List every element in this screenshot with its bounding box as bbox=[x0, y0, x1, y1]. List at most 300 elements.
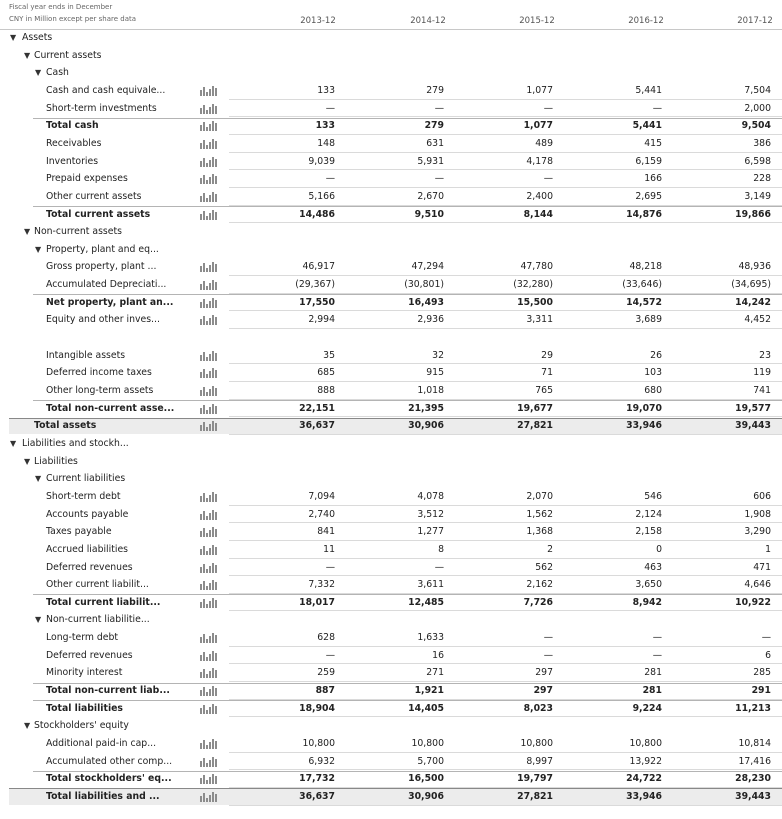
value-cell: 887 bbox=[315, 685, 335, 697]
value-cell: 386 bbox=[753, 137, 771, 149]
value-cell: 1,077 bbox=[526, 84, 553, 96]
value-cell: 2 bbox=[547, 543, 553, 555]
sparkline-icon[interactable] bbox=[200, 544, 218, 555]
total-divider bbox=[9, 418, 782, 419]
value-cell: 36,637 bbox=[299, 790, 335, 802]
value-cell: 14,486 bbox=[299, 208, 335, 220]
value-cell: 2,936 bbox=[417, 314, 444, 326]
value-cell: (32,280) bbox=[513, 279, 553, 291]
value-cell: 16,500 bbox=[408, 773, 444, 785]
row-rule bbox=[229, 752, 782, 753]
row-rule bbox=[229, 187, 782, 188]
sparkline-icon[interactable] bbox=[200, 385, 218, 396]
value-cell: 888 bbox=[317, 385, 335, 396]
sparkline-icon[interactable] bbox=[200, 314, 218, 325]
total-divider bbox=[33, 118, 782, 119]
value-cell: 1,562 bbox=[526, 508, 553, 520]
value-cell: 10,922 bbox=[735, 596, 771, 608]
value-cell: 2,162 bbox=[526, 579, 553, 591]
row-rule bbox=[229, 522, 782, 523]
total-divider bbox=[33, 400, 782, 401]
value-cell: 1,277 bbox=[417, 526, 444, 538]
sparkline-icon[interactable] bbox=[200, 85, 218, 96]
table-row bbox=[0, 276, 782, 293]
sparkline-icon[interactable] bbox=[200, 367, 218, 378]
value-cell: 9,039 bbox=[308, 155, 335, 167]
value-cell: — bbox=[543, 632, 553, 644]
value-cell: 36,637 bbox=[299, 420, 335, 432]
value-cell: 6 bbox=[765, 649, 771, 661]
table-row bbox=[0, 559, 782, 576]
value-cell: 3,311 bbox=[526, 314, 553, 326]
value-cell: 9,510 bbox=[414, 208, 444, 220]
row-rule bbox=[229, 99, 782, 100]
row-rule bbox=[229, 540, 782, 541]
row-rule bbox=[229, 646, 782, 647]
value-cell: — bbox=[325, 173, 335, 185]
value-cell: 259 bbox=[317, 667, 335, 679]
total-divider bbox=[33, 206, 782, 207]
table-row bbox=[0, 188, 782, 205]
total-row bbox=[0, 400, 782, 417]
row-label: Total liabilities and ... bbox=[46, 790, 160, 802]
value-cell: — bbox=[652, 649, 662, 661]
collapse-triangle-icon[interactable]: ▼ bbox=[24, 456, 31, 466]
row-label: Gross property, plant ... bbox=[46, 261, 157, 273]
row-rule bbox=[229, 699, 782, 700]
table-row bbox=[0, 329, 782, 346]
sparkline-icon[interactable] bbox=[200, 703, 218, 714]
value-cell: 3,290 bbox=[744, 526, 771, 538]
total-divider bbox=[33, 594, 782, 595]
row-label: Total cash bbox=[46, 120, 99, 132]
sparkline-icon[interactable] bbox=[200, 350, 218, 361]
row-label: Total liabilities bbox=[46, 702, 123, 714]
value-cell: 271 bbox=[426, 667, 444, 679]
value-cell: 1,077 bbox=[523, 120, 553, 132]
sparkline-icon[interactable] bbox=[200, 279, 218, 290]
value-cell: 3,512 bbox=[417, 508, 444, 520]
total-row bbox=[0, 700, 782, 717]
row-label: Equity and other inves... bbox=[46, 314, 160, 326]
row-rule bbox=[229, 399, 782, 400]
sparkline-icon[interactable] bbox=[200, 773, 218, 784]
row-rule bbox=[229, 134, 782, 135]
value-cell: 39,443 bbox=[735, 790, 771, 802]
row-label: Accounts payable bbox=[46, 508, 129, 520]
table-row bbox=[0, 153, 782, 170]
total-row bbox=[0, 770, 782, 787]
section-header-row[interactable] bbox=[0, 241, 782, 258]
value-cell: 5,441 bbox=[635, 84, 662, 96]
value-cell: 11,213 bbox=[735, 702, 771, 714]
value-cell: 26 bbox=[650, 349, 662, 361]
table-row bbox=[0, 735, 782, 752]
value-cell: 8,942 bbox=[632, 596, 662, 608]
value-cell: 281 bbox=[642, 685, 662, 697]
collapse-triangle-icon[interactable]: ▼ bbox=[35, 615, 42, 625]
table-row bbox=[0, 664, 782, 681]
row-rule bbox=[229, 116, 782, 117]
row-label: Net property, plant an... bbox=[46, 296, 174, 308]
value-cell: (34,695) bbox=[731, 279, 771, 291]
value-cell: 471 bbox=[753, 561, 771, 573]
value-cell: 297 bbox=[535, 667, 553, 679]
collapse-triangle-icon[interactable]: ▼ bbox=[35, 244, 42, 254]
row-rule bbox=[229, 558, 782, 559]
value-cell: 2,158 bbox=[635, 526, 662, 538]
value-cell: 0 bbox=[656, 543, 662, 555]
value-cell: 8,997 bbox=[526, 755, 553, 767]
value-cell: 46,917 bbox=[302, 261, 335, 273]
table-row bbox=[0, 523, 782, 540]
value-cell: 297 bbox=[533, 685, 553, 697]
row-rule bbox=[229, 505, 782, 506]
sparkline-icon[interactable] bbox=[200, 791, 218, 802]
value-cell: 5,166 bbox=[308, 190, 335, 202]
row-rule bbox=[229, 787, 782, 788]
section-header-row[interactable] bbox=[0, 470, 782, 487]
value-cell: 14,242 bbox=[735, 296, 771, 308]
total-row bbox=[0, 594, 782, 611]
value-cell: 415 bbox=[644, 137, 662, 149]
value-cell: 166 bbox=[644, 173, 662, 185]
value-cell: 18,904 bbox=[299, 702, 335, 714]
table-row bbox=[0, 364, 782, 381]
value-cell: 33,946 bbox=[626, 790, 662, 802]
table-row bbox=[0, 753, 782, 770]
row-label: Short-term investments bbox=[46, 102, 157, 114]
row-label: Stockholders' equity bbox=[34, 720, 129, 732]
sparkline-icon[interactable] bbox=[200, 562, 218, 573]
value-cell: 2,994 bbox=[308, 314, 335, 326]
table-row bbox=[0, 506, 782, 523]
value-cell: 3,689 bbox=[635, 314, 662, 326]
row-rule bbox=[229, 610, 782, 611]
value-cell: 4,078 bbox=[417, 490, 444, 502]
collapse-triangle-icon[interactable]: ▼ bbox=[24, 721, 31, 731]
row-label: Cash bbox=[46, 67, 69, 79]
value-cell: 13,922 bbox=[629, 755, 662, 767]
row-label: Prepaid expenses bbox=[46, 173, 128, 185]
value-cell: 2,400 bbox=[526, 190, 553, 202]
value-cell: 19,866 bbox=[735, 208, 771, 220]
value-cell: 7,094 bbox=[308, 490, 335, 502]
row-rule bbox=[229, 363, 782, 364]
sparkline-icon[interactable] bbox=[200, 209, 218, 220]
value-cell: 841 bbox=[317, 526, 335, 538]
sparkline-icon[interactable] bbox=[200, 738, 218, 749]
value-cell: 10,800 bbox=[520, 738, 553, 749]
value-cell: 281 bbox=[644, 667, 662, 679]
section-header-row[interactable] bbox=[0, 47, 782, 64]
sparkline-icon[interactable] bbox=[200, 403, 218, 414]
value-cell: 2,670 bbox=[417, 190, 444, 202]
value-cell: 48,936 bbox=[738, 261, 771, 273]
value-cell: — bbox=[761, 632, 771, 644]
row-label: Total assets bbox=[34, 420, 97, 432]
value-cell: (30,801) bbox=[404, 279, 444, 291]
value-cell: 71 bbox=[541, 367, 553, 379]
row-label: Total stockholders' eq... bbox=[46, 773, 172, 785]
value-cell: 463 bbox=[644, 561, 662, 573]
sparkline-icon[interactable] bbox=[200, 420, 218, 431]
sparkline-icon[interactable] bbox=[200, 667, 218, 678]
value-cell: 5,931 bbox=[417, 155, 444, 167]
value-cell: 285 bbox=[753, 667, 771, 679]
value-cell: 4,452 bbox=[744, 314, 771, 326]
table-row bbox=[0, 541, 782, 558]
value-cell: 133 bbox=[315, 120, 335, 132]
table-row bbox=[0, 135, 782, 152]
value-cell: 119 bbox=[753, 367, 771, 379]
value-cell: 631 bbox=[426, 137, 444, 149]
sparkline-icon[interactable] bbox=[200, 103, 218, 114]
value-cell: 3,149 bbox=[744, 190, 771, 202]
row-rule bbox=[229, 328, 782, 329]
sparkline-icon[interactable] bbox=[200, 579, 218, 590]
year-header: 2014-12 bbox=[410, 16, 446, 26]
value-cell: 148 bbox=[317, 137, 335, 149]
row-label: Other long-term assets bbox=[46, 385, 154, 396]
row-rule bbox=[229, 205, 782, 206]
value-cell: 2,124 bbox=[635, 508, 662, 520]
value-cell: 103 bbox=[644, 367, 662, 379]
row-label: Total current assets bbox=[46, 208, 151, 220]
section-header-row[interactable] bbox=[0, 717, 782, 734]
value-cell: 16 bbox=[432, 649, 444, 661]
value-cell: 14,572 bbox=[626, 296, 662, 308]
value-cell: 3,650 bbox=[635, 579, 662, 591]
value-cell: 279 bbox=[426, 84, 444, 96]
total-row bbox=[0, 788, 782, 805]
sparkline-icon[interactable] bbox=[200, 756, 218, 767]
year-header: 2015-12 bbox=[519, 16, 555, 26]
value-cell: 18,017 bbox=[299, 596, 335, 608]
total-divider bbox=[33, 294, 782, 295]
row-rule bbox=[229, 805, 782, 806]
row-label: Total non-current liab... bbox=[46, 685, 170, 697]
section-header-row[interactable] bbox=[0, 223, 782, 240]
row-rule bbox=[229, 663, 782, 664]
sparkline-icon[interactable] bbox=[200, 685, 218, 696]
total-row bbox=[0, 117, 782, 134]
sparkline-icon[interactable] bbox=[200, 597, 218, 608]
row-rule bbox=[229, 681, 782, 682]
sparkline-icon[interactable] bbox=[200, 526, 218, 537]
row-rule bbox=[229, 152, 782, 153]
row-rule bbox=[229, 593, 782, 594]
sparkline-icon[interactable] bbox=[200, 173, 218, 184]
value-cell: 489 bbox=[535, 137, 553, 149]
value-cell: 11 bbox=[323, 543, 335, 555]
value-cell: — bbox=[652, 102, 662, 114]
year-header: 2013-12 bbox=[300, 16, 336, 26]
section-header-row[interactable] bbox=[0, 64, 782, 81]
row-rule bbox=[229, 169, 782, 170]
value-cell: 17,550 bbox=[299, 296, 335, 308]
value-cell: — bbox=[543, 102, 553, 114]
total-divider bbox=[33, 683, 782, 684]
value-cell: 5,700 bbox=[417, 755, 444, 767]
value-cell: 10,800 bbox=[411, 738, 444, 749]
value-cell: 8,023 bbox=[523, 702, 553, 714]
value-cell: 19,070 bbox=[626, 402, 662, 414]
sparkline-icon[interactable] bbox=[200, 138, 218, 149]
table-row bbox=[0, 629, 782, 646]
value-cell: 48,218 bbox=[629, 261, 662, 273]
year-header: 2017-12 bbox=[737, 16, 773, 26]
row-rule bbox=[229, 575, 782, 576]
section-header-row[interactable] bbox=[0, 435, 782, 452]
section-header-row[interactable] bbox=[0, 29, 782, 46]
value-cell: 12,485 bbox=[408, 596, 444, 608]
row-label: Accrued liabilities bbox=[46, 543, 129, 555]
row-label: Deferred income taxes bbox=[46, 367, 152, 379]
collapse-triangle-icon[interactable]: ▼ bbox=[10, 33, 17, 42]
value-cell: 32 bbox=[432, 349, 444, 361]
row-label: Minority interest bbox=[46, 667, 123, 679]
value-cell: 6,598 bbox=[744, 155, 771, 167]
year-header: 2016-12 bbox=[628, 16, 664, 26]
table-row bbox=[0, 82, 782, 99]
value-cell: 5,441 bbox=[632, 120, 662, 132]
value-cell: 1,908 bbox=[744, 508, 771, 520]
value-cell: 3,611 bbox=[417, 579, 444, 591]
row-label: Accumulated other comp... bbox=[46, 755, 173, 767]
table-row bbox=[0, 488, 782, 505]
row-label: Liabilities and stockh... bbox=[22, 437, 129, 449]
value-cell: 10,800 bbox=[629, 738, 662, 749]
value-cell: 7,504 bbox=[744, 84, 771, 96]
row-label: Taxes payable bbox=[46, 526, 112, 538]
value-cell: 1,018 bbox=[417, 385, 444, 396]
sparkline-icon[interactable] bbox=[200, 297, 218, 308]
row-label: Total non-current asse... bbox=[46, 402, 175, 414]
row-label: Inventories bbox=[46, 155, 99, 167]
value-cell: 628 bbox=[317, 632, 335, 644]
row-rule bbox=[229, 275, 782, 276]
sparkline-icon[interactable] bbox=[200, 156, 218, 167]
value-cell: 546 bbox=[644, 490, 662, 502]
row-label: Assets bbox=[22, 32, 53, 43]
value-cell: 39,443 bbox=[735, 420, 771, 432]
row-label: Accumulated Depreciati... bbox=[46, 279, 167, 291]
value-cell: 28,230 bbox=[735, 773, 771, 785]
value-cell: 4,646 bbox=[744, 579, 771, 591]
sparkline-icon[interactable] bbox=[200, 491, 218, 502]
total-divider bbox=[33, 700, 782, 701]
total-row bbox=[0, 417, 782, 434]
value-cell: 21,395 bbox=[408, 402, 444, 414]
value-cell: 2,740 bbox=[308, 508, 335, 520]
value-cell: 27,821 bbox=[517, 420, 553, 432]
value-cell: 33,946 bbox=[626, 420, 662, 432]
value-cell: 915 bbox=[426, 367, 444, 379]
value-cell: 47,780 bbox=[520, 261, 553, 273]
collapse-triangle-icon[interactable]: ▼ bbox=[35, 68, 42, 78]
table-row bbox=[0, 311, 782, 328]
row-label: Deferred revenues bbox=[46, 561, 133, 573]
total-divider bbox=[33, 771, 782, 772]
value-cell: 741 bbox=[753, 385, 771, 396]
value-cell: — bbox=[434, 173, 444, 185]
value-cell: 19,577 bbox=[735, 402, 771, 414]
sparkline-icon[interactable] bbox=[200, 509, 218, 520]
value-cell: 30,906 bbox=[408, 790, 444, 802]
section-header-row[interactable] bbox=[0, 611, 782, 628]
value-cell: 19,797 bbox=[517, 773, 553, 785]
value-cell: 27,821 bbox=[517, 790, 553, 802]
value-cell: 4,178 bbox=[526, 155, 553, 167]
row-label: Other current assets bbox=[46, 190, 142, 202]
table-row bbox=[0, 170, 782, 187]
collapse-triangle-icon[interactable]: ▼ bbox=[24, 50, 31, 60]
value-cell: 17,732 bbox=[299, 773, 335, 785]
value-cell: — bbox=[325, 102, 335, 114]
value-cell: 133 bbox=[317, 84, 335, 96]
value-cell: — bbox=[325, 649, 335, 661]
value-cell: 35 bbox=[323, 349, 335, 361]
row-label: Other current liabilit... bbox=[46, 579, 149, 591]
table-row bbox=[0, 347, 782, 364]
value-cell: 30,906 bbox=[408, 420, 444, 432]
row-label: Additional paid-in cap... bbox=[46, 738, 157, 749]
sparkline-icon[interactable] bbox=[200, 632, 218, 643]
value-cell: 8,144 bbox=[523, 208, 553, 220]
value-cell: — bbox=[543, 649, 553, 661]
value-cell: 29 bbox=[541, 349, 553, 361]
row-label: Non-current assets bbox=[34, 226, 122, 238]
table-row bbox=[0, 647, 782, 664]
total-divider bbox=[9, 788, 782, 789]
value-cell: 6,159 bbox=[635, 155, 662, 167]
unit-note: CNY in Million except per share data bbox=[9, 15, 137, 23]
sparkline-icon[interactable] bbox=[200, 191, 218, 202]
fiscal-year-note: Fiscal year ends in December bbox=[9, 3, 113, 11]
value-cell: 9,224 bbox=[632, 702, 662, 714]
value-cell: 2,695 bbox=[635, 190, 662, 202]
value-cell: 16,493 bbox=[408, 296, 444, 308]
collapse-triangle-icon[interactable]: ▼ bbox=[24, 227, 31, 237]
row-label: Non-current liabilitie... bbox=[46, 614, 150, 626]
section-header-row[interactable] bbox=[0, 453, 782, 470]
value-cell: — bbox=[652, 632, 662, 644]
collapse-triangle-icon[interactable]: ▼ bbox=[35, 474, 42, 484]
value-cell: 8 bbox=[438, 543, 444, 555]
value-cell: 7,332 bbox=[308, 579, 335, 591]
row-rule bbox=[229, 310, 782, 311]
value-cell: — bbox=[434, 561, 444, 573]
row-rule bbox=[229, 769, 782, 770]
value-cell: 15,500 bbox=[517, 296, 553, 308]
value-cell: — bbox=[543, 173, 553, 185]
collapse-triangle-icon[interactable]: ▼ bbox=[10, 438, 17, 448]
value-cell: 22,151 bbox=[299, 402, 335, 414]
table-row bbox=[0, 382, 782, 399]
sparkline-icon[interactable] bbox=[200, 120, 218, 131]
value-cell: 765 bbox=[535, 385, 553, 396]
value-cell: 291 bbox=[751, 685, 771, 697]
sparkline-icon[interactable] bbox=[200, 261, 218, 272]
value-cell: 2,000 bbox=[744, 102, 771, 114]
value-cell: (33,646) bbox=[622, 279, 662, 291]
row-label: Current liabilities bbox=[46, 473, 126, 485]
sparkline-icon[interactable] bbox=[200, 650, 218, 661]
table-row bbox=[0, 100, 782, 117]
total-row bbox=[0, 206, 782, 223]
value-cell: 1,368 bbox=[526, 526, 553, 538]
